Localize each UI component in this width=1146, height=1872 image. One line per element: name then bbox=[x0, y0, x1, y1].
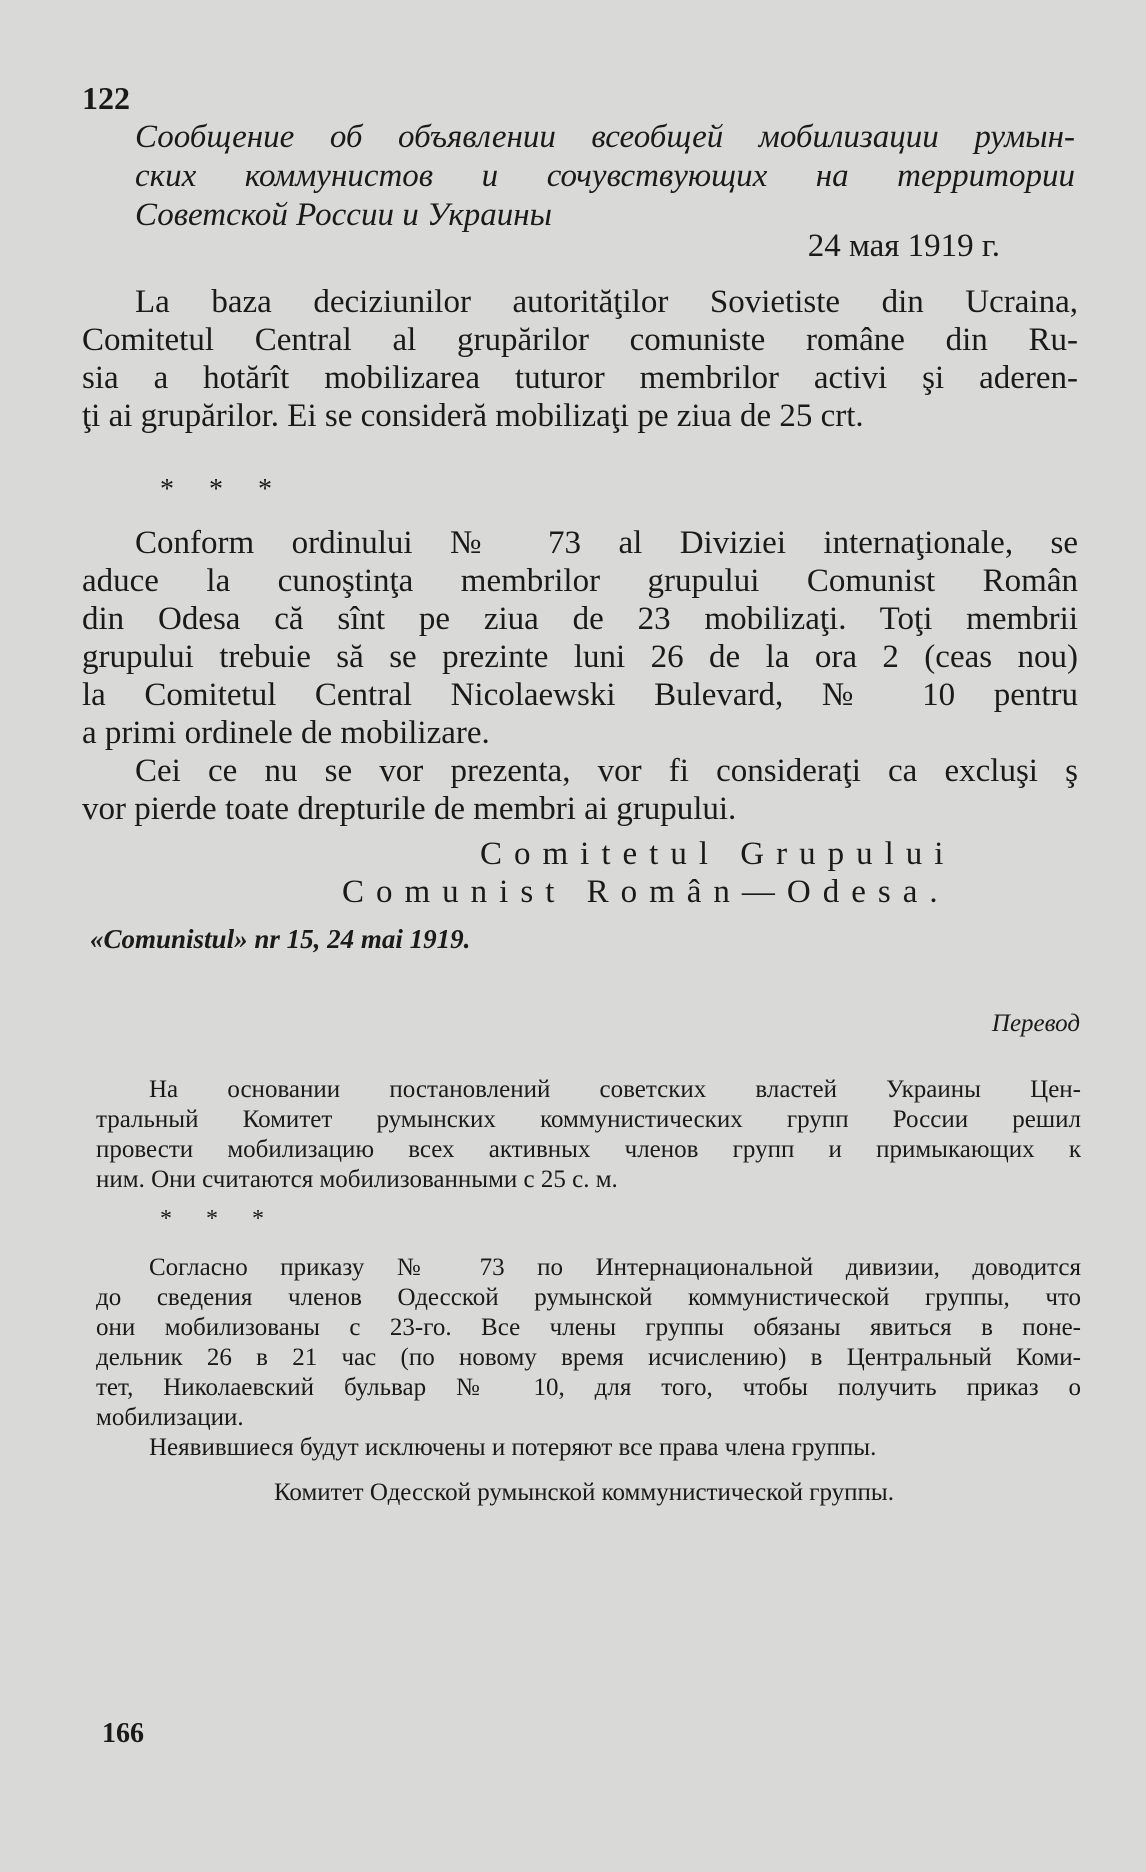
russian-paragraph-1 bbox=[96, 1075, 1081, 1195]
romanian-paragraph-1 bbox=[82, 283, 1078, 435]
text-line: grupului trebuie să se prezinte luni 26 de la ora 2 (ceas nou) bbox=[82, 639, 1078, 675]
page-number: 166 bbox=[102, 1718, 144, 1749]
text-line: la Comitetul Central Nicolaewski Bulevard, № 10 pentru bbox=[82, 677, 1078, 713]
translation-label: Перевод bbox=[991, 1010, 1080, 1037]
text-line: Cei ce nu se vor prezenta, vor fi consideraţi ca excluşi ş bbox=[135, 753, 1078, 789]
section-separator: * * * bbox=[160, 1206, 278, 1232]
text-line: Согласно приказу № 73 по Интернациональной дивизии, доводится bbox=[149, 1254, 1081, 1281]
title-line: ских коммунистов и сочувствующих на территории bbox=[135, 158, 1075, 194]
text-line: тральный Комитет румынских коммунистических групп России решил bbox=[96, 1106, 1081, 1133]
text-line: vor pierde toate drepturile de membri ai grupului. bbox=[82, 791, 737, 827]
text-line: дельник 26 в 21 час (по новому время исчислению) в Центральный Коми- bbox=[96, 1344, 1081, 1371]
russian-paragraph-2 bbox=[96, 1253, 1081, 1463]
text-line: ним. Они считаются мобилизованными с 25 с. м. bbox=[96, 1166, 618, 1193]
source-citation: «Comunistul» nr 15, 24 mai 1919. bbox=[90, 924, 471, 954]
text-line: мобилизации. bbox=[96, 1404, 244, 1431]
text-line: Comitetul Central al grupărilor comuniste române din Ru- bbox=[82, 322, 1078, 358]
text-line: они мобилизованы с 23-го. Все члены группы обязаны явиться в поне- bbox=[96, 1314, 1081, 1341]
russian-signature-block bbox=[96, 1478, 1081, 1508]
text-line: a primi ordinele de mobilizare. bbox=[82, 715, 490, 751]
title-line: Сообщение об объявлении всеобщей мобилизации румын- bbox=[135, 119, 1075, 155]
document-date: 24 мая 1919 г. bbox=[807, 228, 1000, 264]
text-line: до сведения членов Одесской румынской коммунистической группы, что bbox=[96, 1284, 1081, 1311]
document-title bbox=[135, 118, 1075, 235]
document-number: 122 bbox=[82, 80, 130, 116]
text-line: ţi ai grupărilor. Ei se consideră mobilizaţi pe ziua de 25 crt. bbox=[82, 398, 864, 434]
signature-line-2: Comunist Român—Odesa. bbox=[342, 874, 950, 910]
text-line: din Odesa că sînt pe ziua de 23 mobilizaţi. Toţi membrii bbox=[82, 601, 1078, 637]
text-line: тет, Николаевский бульвар № 10, для того, чтобы получить приказ о bbox=[96, 1374, 1081, 1401]
section-separator: * * * bbox=[160, 474, 286, 505]
text-line: Неявившиеся будут исключены и потеряют все права члена группы. bbox=[149, 1434, 877, 1461]
text-line: aduce la cunoştinţa membrilor grupului Comunist Român bbox=[82, 563, 1078, 599]
romanian-paragraph-2 bbox=[82, 524, 1078, 828]
text-line: Conform ordinului № 73 al Diviziei internaţionale, se bbox=[135, 525, 1078, 561]
text-line: На основании постановлений советских властей Украины Цен- bbox=[149, 1076, 1081, 1103]
russian-signature: Комитет Одесской румынской коммунистической группы. bbox=[274, 1479, 894, 1506]
title-line: Советской России и Украины bbox=[135, 197, 552, 233]
text-line: La baza deciziunilor autorităţilor Sovietiste din Ucraina, bbox=[135, 284, 1078, 320]
text-line: провести мобилизацию всех активных членов групп и примыкающих к bbox=[96, 1136, 1081, 1163]
text-line: sia a hotărît mobilizarea tuturor membrilor activi şi aderen- bbox=[82, 360, 1078, 396]
signature-line-1: Comitetul Grupului bbox=[480, 836, 956, 872]
